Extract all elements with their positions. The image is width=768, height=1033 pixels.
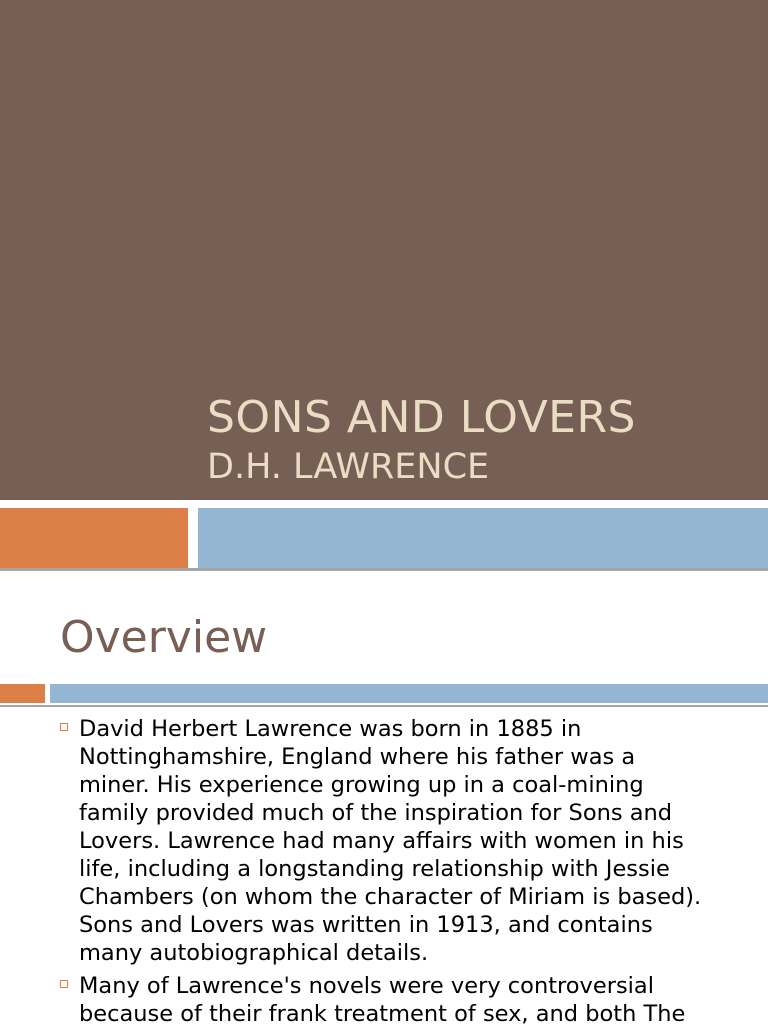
accent-bar-orange-small [0, 684, 45, 703]
title-slide [0, 0, 768, 500]
bullet-text: Many of Lawrence's novels were very controversial because of their frank treatment of sex, and both The [79, 973, 686, 1027]
square-bullet-icon [60, 723, 68, 731]
square-bullet-icon [60, 980, 68, 988]
bullet-text: David Herbert Lawrence was born in 1885 in Nottinghamshire, England where his father was a miner. His experience growing up in a coal-mining family provided much of the inspiration for Sons and Lovers. Lawrence had many affairs with women in his life, including a longstanding relationship with Jessie Chambers (on whom the character of Miriam is based). Sons and Lovers was written in 1913, and contains many autobiographical details. [79, 716, 702, 966]
accent-bar-blue-small [50, 684, 768, 703]
slide-title: Overview [60, 612, 268, 663]
presentation-subtitle: D.H. LAWRENCE [207, 447, 490, 487]
list-item [58, 715, 748, 967]
presentation-title: SONS AND LOVERS [207, 392, 636, 443]
list-item [58, 972, 748, 1028]
accent-bar-orange [0, 508, 188, 568]
accent-bar-blue [198, 508, 768, 568]
divider-line-small [0, 705, 768, 707]
title-block [207, 392, 636, 488]
bullet-list [58, 715, 748, 1033]
divider-line [0, 568, 768, 571]
